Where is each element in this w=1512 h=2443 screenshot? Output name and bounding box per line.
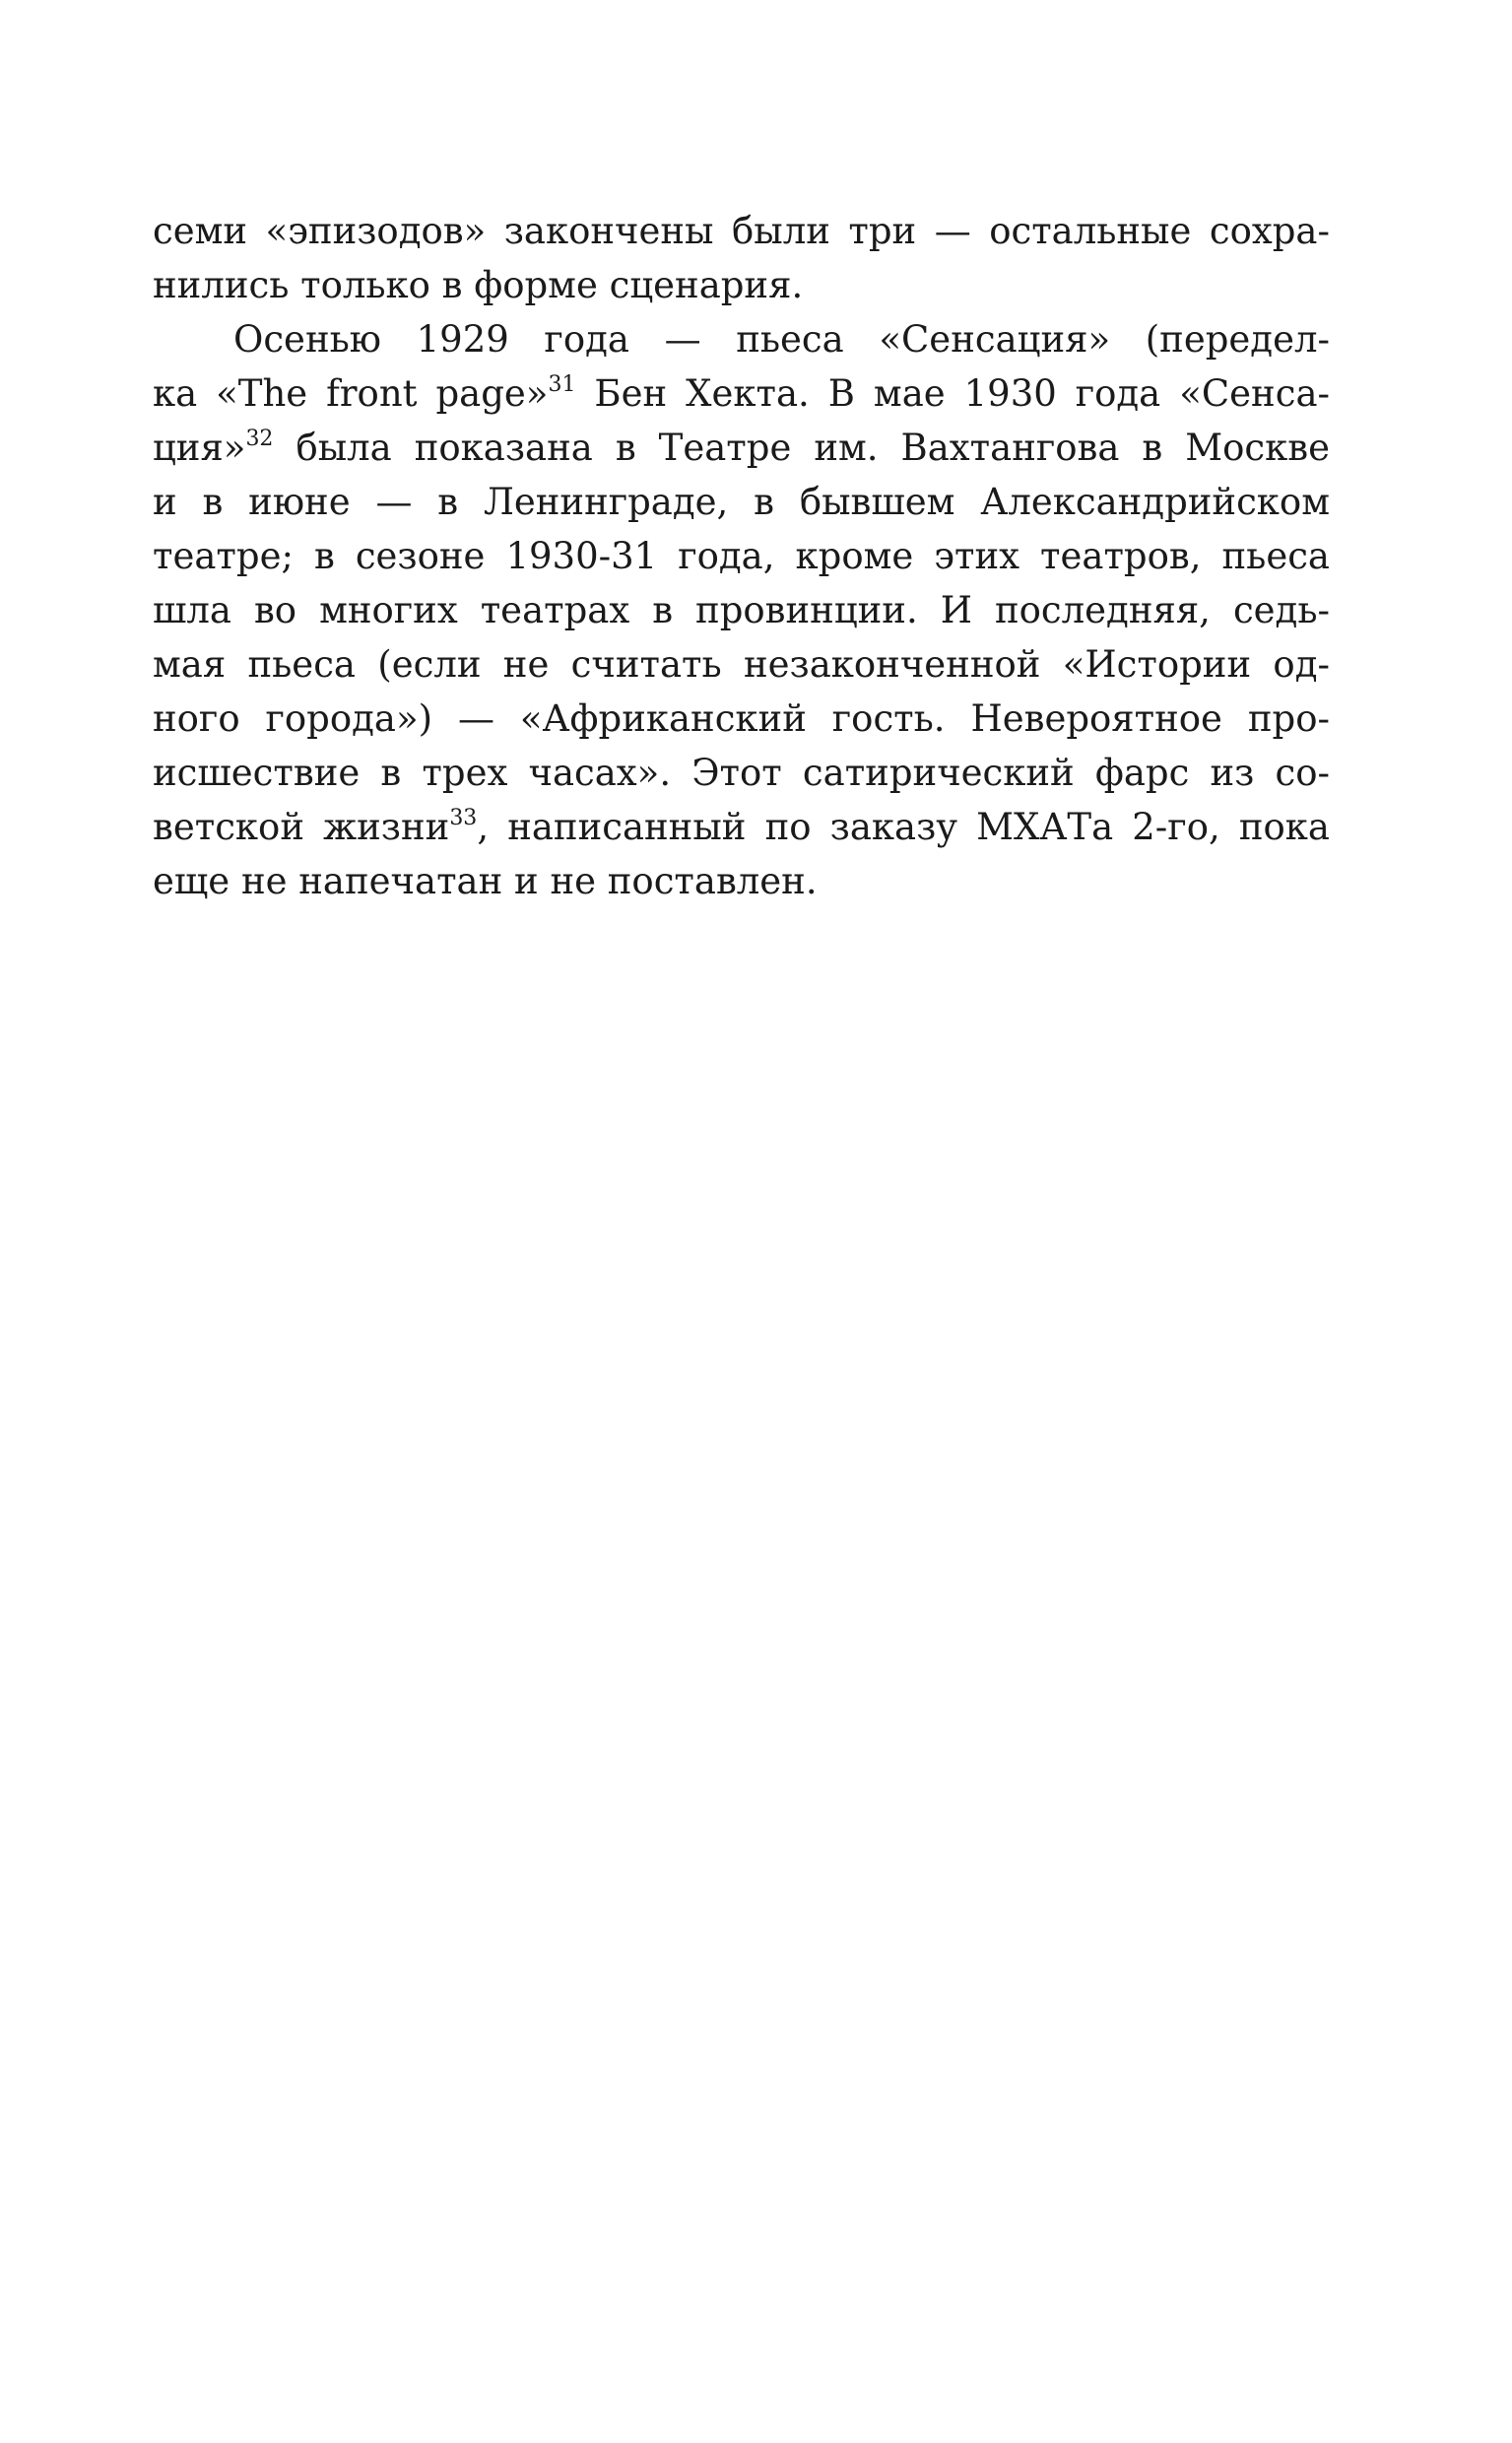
text-line: мая пьеса (если не считать незаконченной «Истории од- xyxy=(153,643,1330,686)
text-line xyxy=(153,800,1330,854)
text-segment: , написанный по заказу МХАТа 2-го, пока xyxy=(477,806,1330,848)
footnote-ref[interactable]: 33 xyxy=(449,805,478,830)
text-segment: ветской жизни xyxy=(153,806,450,848)
text-line: театре; в сезоне 1930-31 года, кроме этих театров, пьеса xyxy=(153,535,1330,577)
text-line: еще не напечатан и не поставлен. xyxy=(153,860,818,902)
text-line xyxy=(153,366,1330,421)
text-line: и в июне — в Ленинграде, в бывшем Александрийском xyxy=(153,481,1330,523)
text-line xyxy=(153,421,1330,475)
text-line: нились только в форме сценария. xyxy=(153,264,804,306)
text-line: Осенью 1929 года — пьеса «Сенсация» (передел- xyxy=(233,318,1330,361)
text-line: исшествие в трех часах». Этот сатирический фарс из со- xyxy=(153,752,1330,794)
text-segment: ция» xyxy=(153,427,246,469)
footnote-ref[interactable]: 31 xyxy=(548,371,576,397)
text-segment: Бен Хекта. В мае 1930 года «Сенса- xyxy=(575,372,1331,415)
footnote-ref[interactable]: 32 xyxy=(245,426,274,451)
text-segment: ка «The front page» xyxy=(153,372,549,415)
body-text xyxy=(153,204,1330,908)
text-line: семи «эпизодов» закончены были три — остальные сохра- xyxy=(153,210,1330,252)
text-segment: была показана в Театре им. Вахтангова в Москве xyxy=(273,427,1330,469)
text-line: ного города») — «Африканский гость. Невероятное про- xyxy=(153,697,1330,740)
text-line: шла во многих театрах в провинции. И последняя, седь- xyxy=(153,589,1330,631)
